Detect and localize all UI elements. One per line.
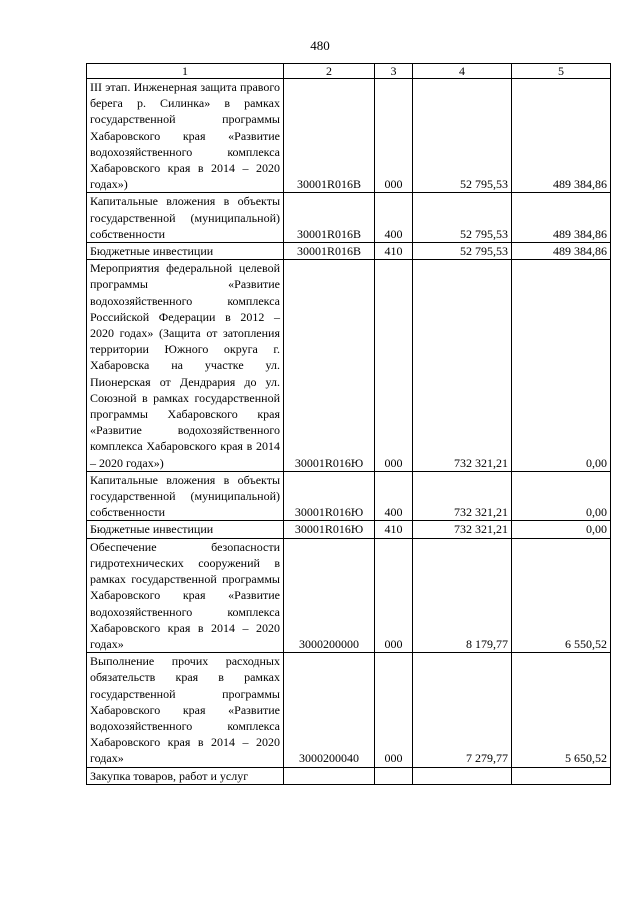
row-amount-2: 0,00 [512, 521, 611, 538]
row-target-article: 30001R016Ю [284, 260, 375, 472]
row-target-article: 30001R016B [284, 193, 375, 243]
row-expense-type: 000 [375, 79, 413, 193]
row-expense-type: 400 [375, 471, 413, 521]
row-amount-2 [512, 767, 611, 784]
header-col-5: 5 [512, 64, 611, 79]
row-expense-type: 410 [375, 521, 413, 538]
row-expense-type: 400 [375, 193, 413, 243]
row-name: Обеспечение безопасности гидротехнических сооружений в рамках государственной программы Хабаровского края «Развитие водохозяйственного комплекса Хабаровского края в 2014 – 2020 годах» [87, 538, 284, 652]
row-amount-1: 732 321,21 [413, 521, 512, 538]
table-row [87, 79, 611, 193]
row-target-article: 30001R016Ю [284, 521, 375, 538]
header-col-4: 4 [413, 64, 512, 79]
row-name: III этап. Инженерная защита правого берега р. Силинка» в рамках государственной программы Хабаровского края «Развитие водохозяйственного комплекса Хабаровского края в 2014 – 2020 годах») [87, 79, 284, 193]
row-target-article: 3000200000 [284, 538, 375, 652]
row-target-article: 30001R016Ю [284, 471, 375, 521]
table-row [87, 538, 611, 652]
row-name: Бюджетные инвестиции [87, 243, 284, 260]
row-name: Капитальные вложения в объекты государственной (муниципальной) собственности [87, 471, 284, 521]
table-row [87, 260, 611, 472]
header-row [87, 64, 611, 79]
row-expense-type [375, 767, 413, 784]
row-target-article: 3000200040 [284, 653, 375, 767]
row-amount-1: 732 321,21 [413, 471, 512, 521]
row-amount-1: 52 795,53 [413, 193, 512, 243]
row-amount-1: 8 179,77 [413, 538, 512, 652]
header-col-2: 2 [284, 64, 375, 79]
row-amount-1 [413, 767, 512, 784]
row-amount-2: 489 384,86 [512, 79, 611, 193]
row-name: Бюджетные инвестиции [87, 521, 284, 538]
row-expense-type: 000 [375, 260, 413, 472]
row-target-article: 30001R016B [284, 243, 375, 260]
table-row [87, 471, 611, 521]
header-col-3: 3 [375, 64, 413, 79]
row-target-article: 30001R016B [284, 79, 375, 193]
table-row [87, 243, 611, 260]
row-target-article [284, 767, 375, 784]
table-row [87, 521, 611, 538]
row-expense-type: 000 [375, 538, 413, 652]
table-row [87, 653, 611, 767]
row-name: Капитальные вложения в объекты государственной (муниципальной) собственности [87, 193, 284, 243]
header-col-1: 1 [87, 64, 284, 79]
row-amount-1: 52 795,53 [413, 243, 512, 260]
row-expense-type: 000 [375, 653, 413, 767]
row-amount-2: 489 384,86 [512, 243, 611, 260]
row-amount-1: 7 279,77 [413, 653, 512, 767]
table-row [87, 767, 611, 784]
row-name: Мероприятия федеральной целевой программы «Развитие водохозяйственного комплекса Российской Федерации в 2012 – 2020 годах» (Защита от затопления территории Южного округа г. Хабаровска на участке ул. Пионерская от Дендрария до ул. Союзной в рамках государственной программы Хабаровского края «Развитие водохозяйственного комплекса Хабаровского края в 2014 – 2020 годах») [87, 260, 284, 472]
page-number: 480 [310, 38, 330, 53]
row-amount-2: 0,00 [512, 260, 611, 472]
row-amount-1: 52 795,53 [413, 79, 512, 193]
row-name: Выполнение прочих расходных обязательств края в рамках государственной программы Хабаровского края «Развитие водохозяйственного комплекса Хабаровского края в 2014 – 2020 годах» [87, 653, 284, 767]
row-name: Закупка товаров, работ и услуг [87, 767, 284, 784]
row-amount-2: 489 384,86 [512, 193, 611, 243]
row-amount-2: 5 650,52 [512, 653, 611, 767]
budget-table [86, 63, 611, 785]
row-expense-type: 410 [375, 243, 413, 260]
table-row [87, 193, 611, 243]
row-amount-2: 6 550,52 [512, 538, 611, 652]
row-amount-2: 0,00 [512, 471, 611, 521]
row-amount-1: 732 321,21 [413, 260, 512, 472]
